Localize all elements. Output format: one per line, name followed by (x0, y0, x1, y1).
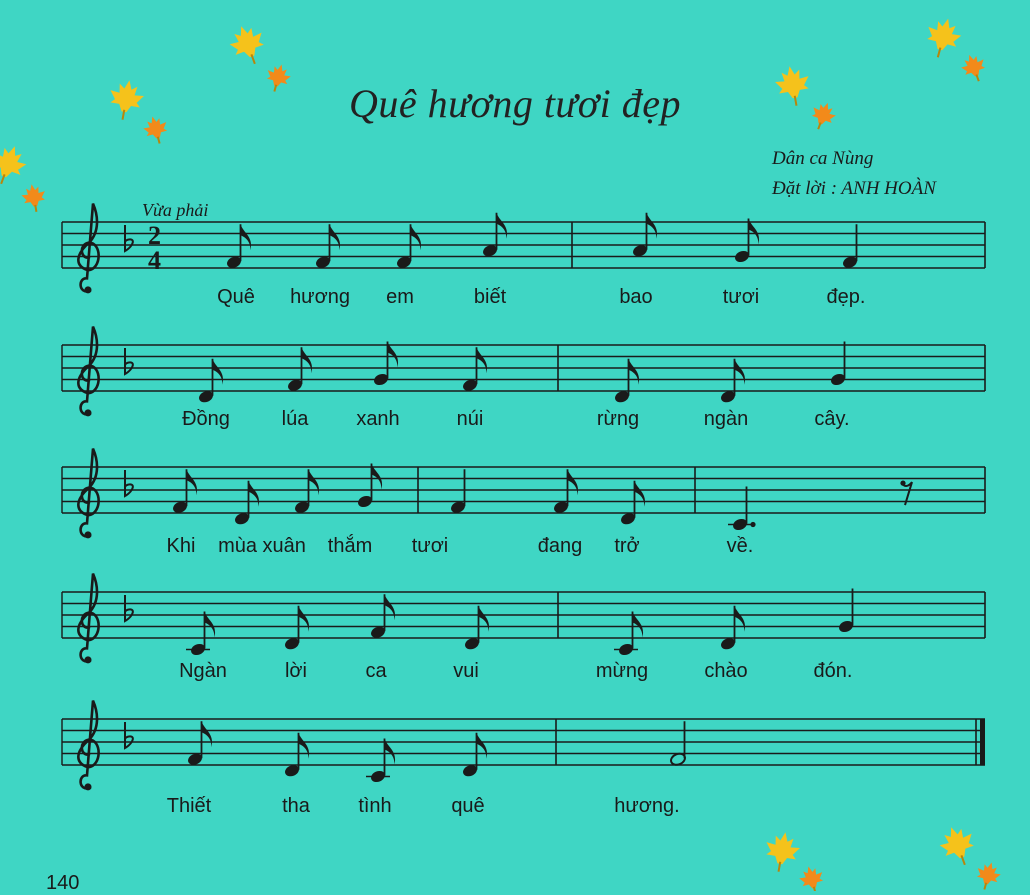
maple-leaf-icon (807, 99, 839, 133)
maple-leaf-icon (141, 113, 171, 146)
maple-leaf-icon (263, 61, 293, 94)
lyric-syllable: đẹp. (826, 286, 866, 308)
maple-leaf-icon (797, 863, 827, 891)
lyric-syllable: xanh (356, 408, 400, 430)
note (366, 739, 395, 785)
lyricist-text: Đặt lời : ANH HOÀN (772, 178, 936, 199)
note (481, 213, 507, 259)
flat-sign (125, 348, 133, 374)
note (463, 606, 489, 652)
final-barline-thick (980, 719, 985, 765)
lyric-syllable: mùa xuân (218, 535, 306, 557)
lyric-syllable: tươi (411, 535, 449, 557)
treble-clef-icon (78, 574, 98, 664)
eighth-rest-dot (900, 481, 905, 486)
lyric-syllable: bao (619, 286, 653, 308)
treble-clef-icon (78, 701, 98, 791)
lyric-syllable: ngàn (703, 408, 749, 430)
maple-leaf-icon (973, 859, 1003, 891)
maple-leaf-icon (20, 182, 48, 214)
note (829, 342, 846, 388)
maple-leaf-icon (106, 77, 146, 122)
note (314, 224, 340, 270)
lyric-syllable: ca (365, 660, 387, 682)
lyric-syllable: rừng (596, 408, 640, 430)
lyric-syllable: về. (726, 535, 754, 557)
note (552, 469, 578, 515)
lyric-syllable: hương (290, 286, 350, 308)
flat-sign (125, 722, 133, 748)
note (728, 487, 756, 533)
time-signature-top: 2 (148, 221, 161, 250)
note (631, 213, 657, 259)
maple-leaf-icon (225, 20, 271, 69)
lyric-syllable: quê (451, 795, 485, 817)
maple-leaf-icon (0, 140, 31, 189)
note (293, 469, 319, 515)
lyric-syllable: mừng (595, 660, 649, 682)
lyric-syllable: tươi (722, 286, 760, 308)
note (837, 589, 854, 635)
lyric-syllable: lúa (281, 408, 309, 430)
lyric-syllable: núi (456, 408, 484, 430)
lyric-syllable: tình (358, 795, 392, 817)
note (233, 481, 259, 527)
lyric-syllable: Ngàn (179, 660, 227, 682)
note (461, 347, 487, 393)
note (186, 612, 215, 658)
note (841, 224, 858, 270)
maple-leaf-icon (958, 51, 990, 85)
flat-sign (125, 225, 133, 251)
note (449, 469, 466, 515)
lyric-syllable: hương. (614, 795, 680, 817)
lyric-syllable: lời (284, 660, 308, 682)
treble-clef-icon (78, 449, 98, 539)
note (286, 347, 312, 393)
note (669, 721, 686, 767)
page-number: 140 (46, 872, 80, 894)
lyric-syllable: vui (453, 660, 479, 682)
lyric-syllable: tha (282, 795, 310, 817)
lyric-syllable: em (386, 286, 414, 308)
note (461, 733, 487, 779)
note (719, 606, 745, 652)
maple-leaf-icon (935, 821, 981, 870)
song-origin: Dân ca Nùng (772, 148, 874, 169)
song-title: Quê hương tươi đẹp (349, 81, 681, 126)
note (186, 721, 212, 767)
note (171, 469, 197, 515)
lyric-syllable: trở (614, 535, 640, 557)
lyric-syllable: Khi (166, 535, 196, 557)
lyric-syllable: đang (537, 535, 583, 557)
treble-clef-icon (78, 327, 98, 417)
time-signature-bottom: 4 (148, 246, 161, 275)
maple-leaf-icon (773, 63, 813, 108)
lyric-syllable: cây. (814, 408, 850, 430)
lyric-syllable: Quê (217, 286, 255, 308)
lyric-syllable: Thiết (166, 795, 212, 817)
lyric-syllable: biết (473, 286, 507, 308)
note (614, 612, 643, 658)
lyric-syllable: chào (704, 660, 748, 682)
note (719, 359, 745, 405)
tempo-marking: Vừa phải (142, 200, 209, 220)
maple-leaf-icon (762, 829, 802, 874)
note (369, 594, 395, 640)
treble-clef-icon (78, 204, 98, 294)
lyric-syllable: thắm (327, 535, 373, 557)
note (283, 733, 309, 779)
flat-sign (125, 470, 133, 496)
flat-sign (125, 595, 133, 621)
lyric-syllable: đón. (813, 660, 853, 682)
lyric-syllable: Đồng (182, 408, 230, 430)
note (613, 359, 639, 405)
note (395, 224, 421, 270)
maple-leaf-icon (921, 14, 964, 61)
note (197, 359, 223, 405)
note (225, 224, 251, 270)
note (619, 481, 645, 527)
note (283, 606, 309, 652)
